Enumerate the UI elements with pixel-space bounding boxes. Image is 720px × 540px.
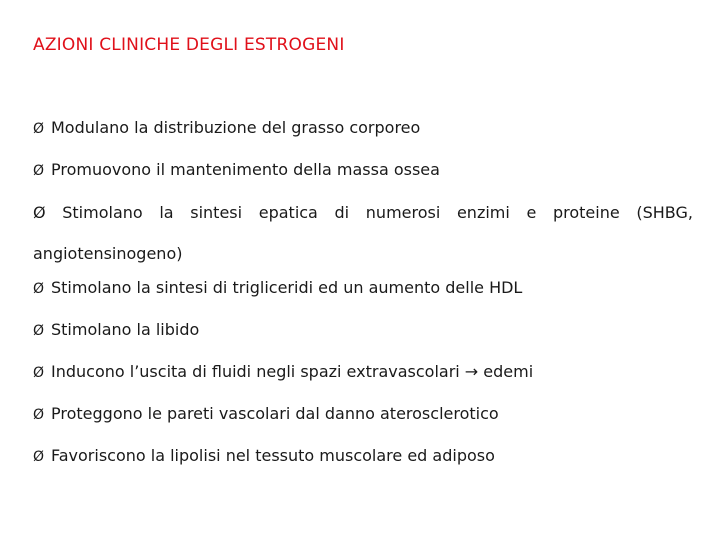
arrow-bullet-icon: Ø — [33, 163, 45, 179]
arrow-bullet-icon: Ø — [33, 281, 45, 297]
bullet-word: e — [526, 203, 537, 222]
arrow-bullet-icon: Ø — [33, 407, 45, 423]
bullet-item — [33, 116, 693, 141]
bullet-item — [33, 192, 693, 274]
bullet-word: (SHBG, — [636, 203, 693, 222]
bullet-word: epatica — [258, 203, 318, 222]
arrow-bullet-icon: Ø — [33, 121, 45, 137]
bullet-text-continuation: angiotensinogeno) — [33, 244, 183, 263]
bullet-text: Promuovono il mantenimento della massa ossea — [51, 160, 440, 179]
bullet-text: Stimolano la sintesi di trigliceridi ed un aumento delle HDL — [51, 278, 523, 297]
bullet-item — [33, 444, 693, 469]
slide-title: AZIONI CLINICHE DEGLI ESTROGENI — [33, 35, 345, 55]
bullet-word: di — [334, 203, 350, 222]
arrow-bullet-icon: Ø — [33, 323, 45, 339]
bullet-item — [33, 360, 693, 385]
arrow-bullet-icon: Ø — [33, 365, 45, 381]
bullet-text: Proteggono le pareti vascolari dal danno aterosclerotico — [51, 404, 499, 423]
bullet-item — [33, 158, 693, 183]
bullet-word: sintesi — [190, 203, 243, 222]
bullet-word: enzimi — [456, 203, 510, 222]
bullet-word: numerosi — [365, 203, 441, 222]
bullet-item — [33, 318, 693, 343]
bullet-text: Modulano la distribuzione del grasso corporeo — [51, 118, 421, 137]
bullet-word: la — [159, 203, 174, 222]
bullet-list — [33, 116, 693, 486]
arrow-bullet-icon: Ø — [33, 449, 45, 465]
bullet-text: Stimolano la libido — [51, 320, 200, 339]
bullet-word: proteine — [552, 203, 620, 222]
bullet-text: Inducono l’uscita di fluidi negli spazi extravascolari → edemi — [51, 362, 534, 381]
arrow-bullet-icon: Ø — [33, 203, 46, 222]
bullet-word: Stimolano — [62, 203, 143, 222]
bullet-item — [33, 402, 693, 427]
bullet-item — [33, 276, 693, 301]
bullet-text-line — [33, 192, 693, 233]
bullet-text: Favoriscono la lipolisi nel tessuto muscolare ed adiposo — [51, 446, 495, 465]
